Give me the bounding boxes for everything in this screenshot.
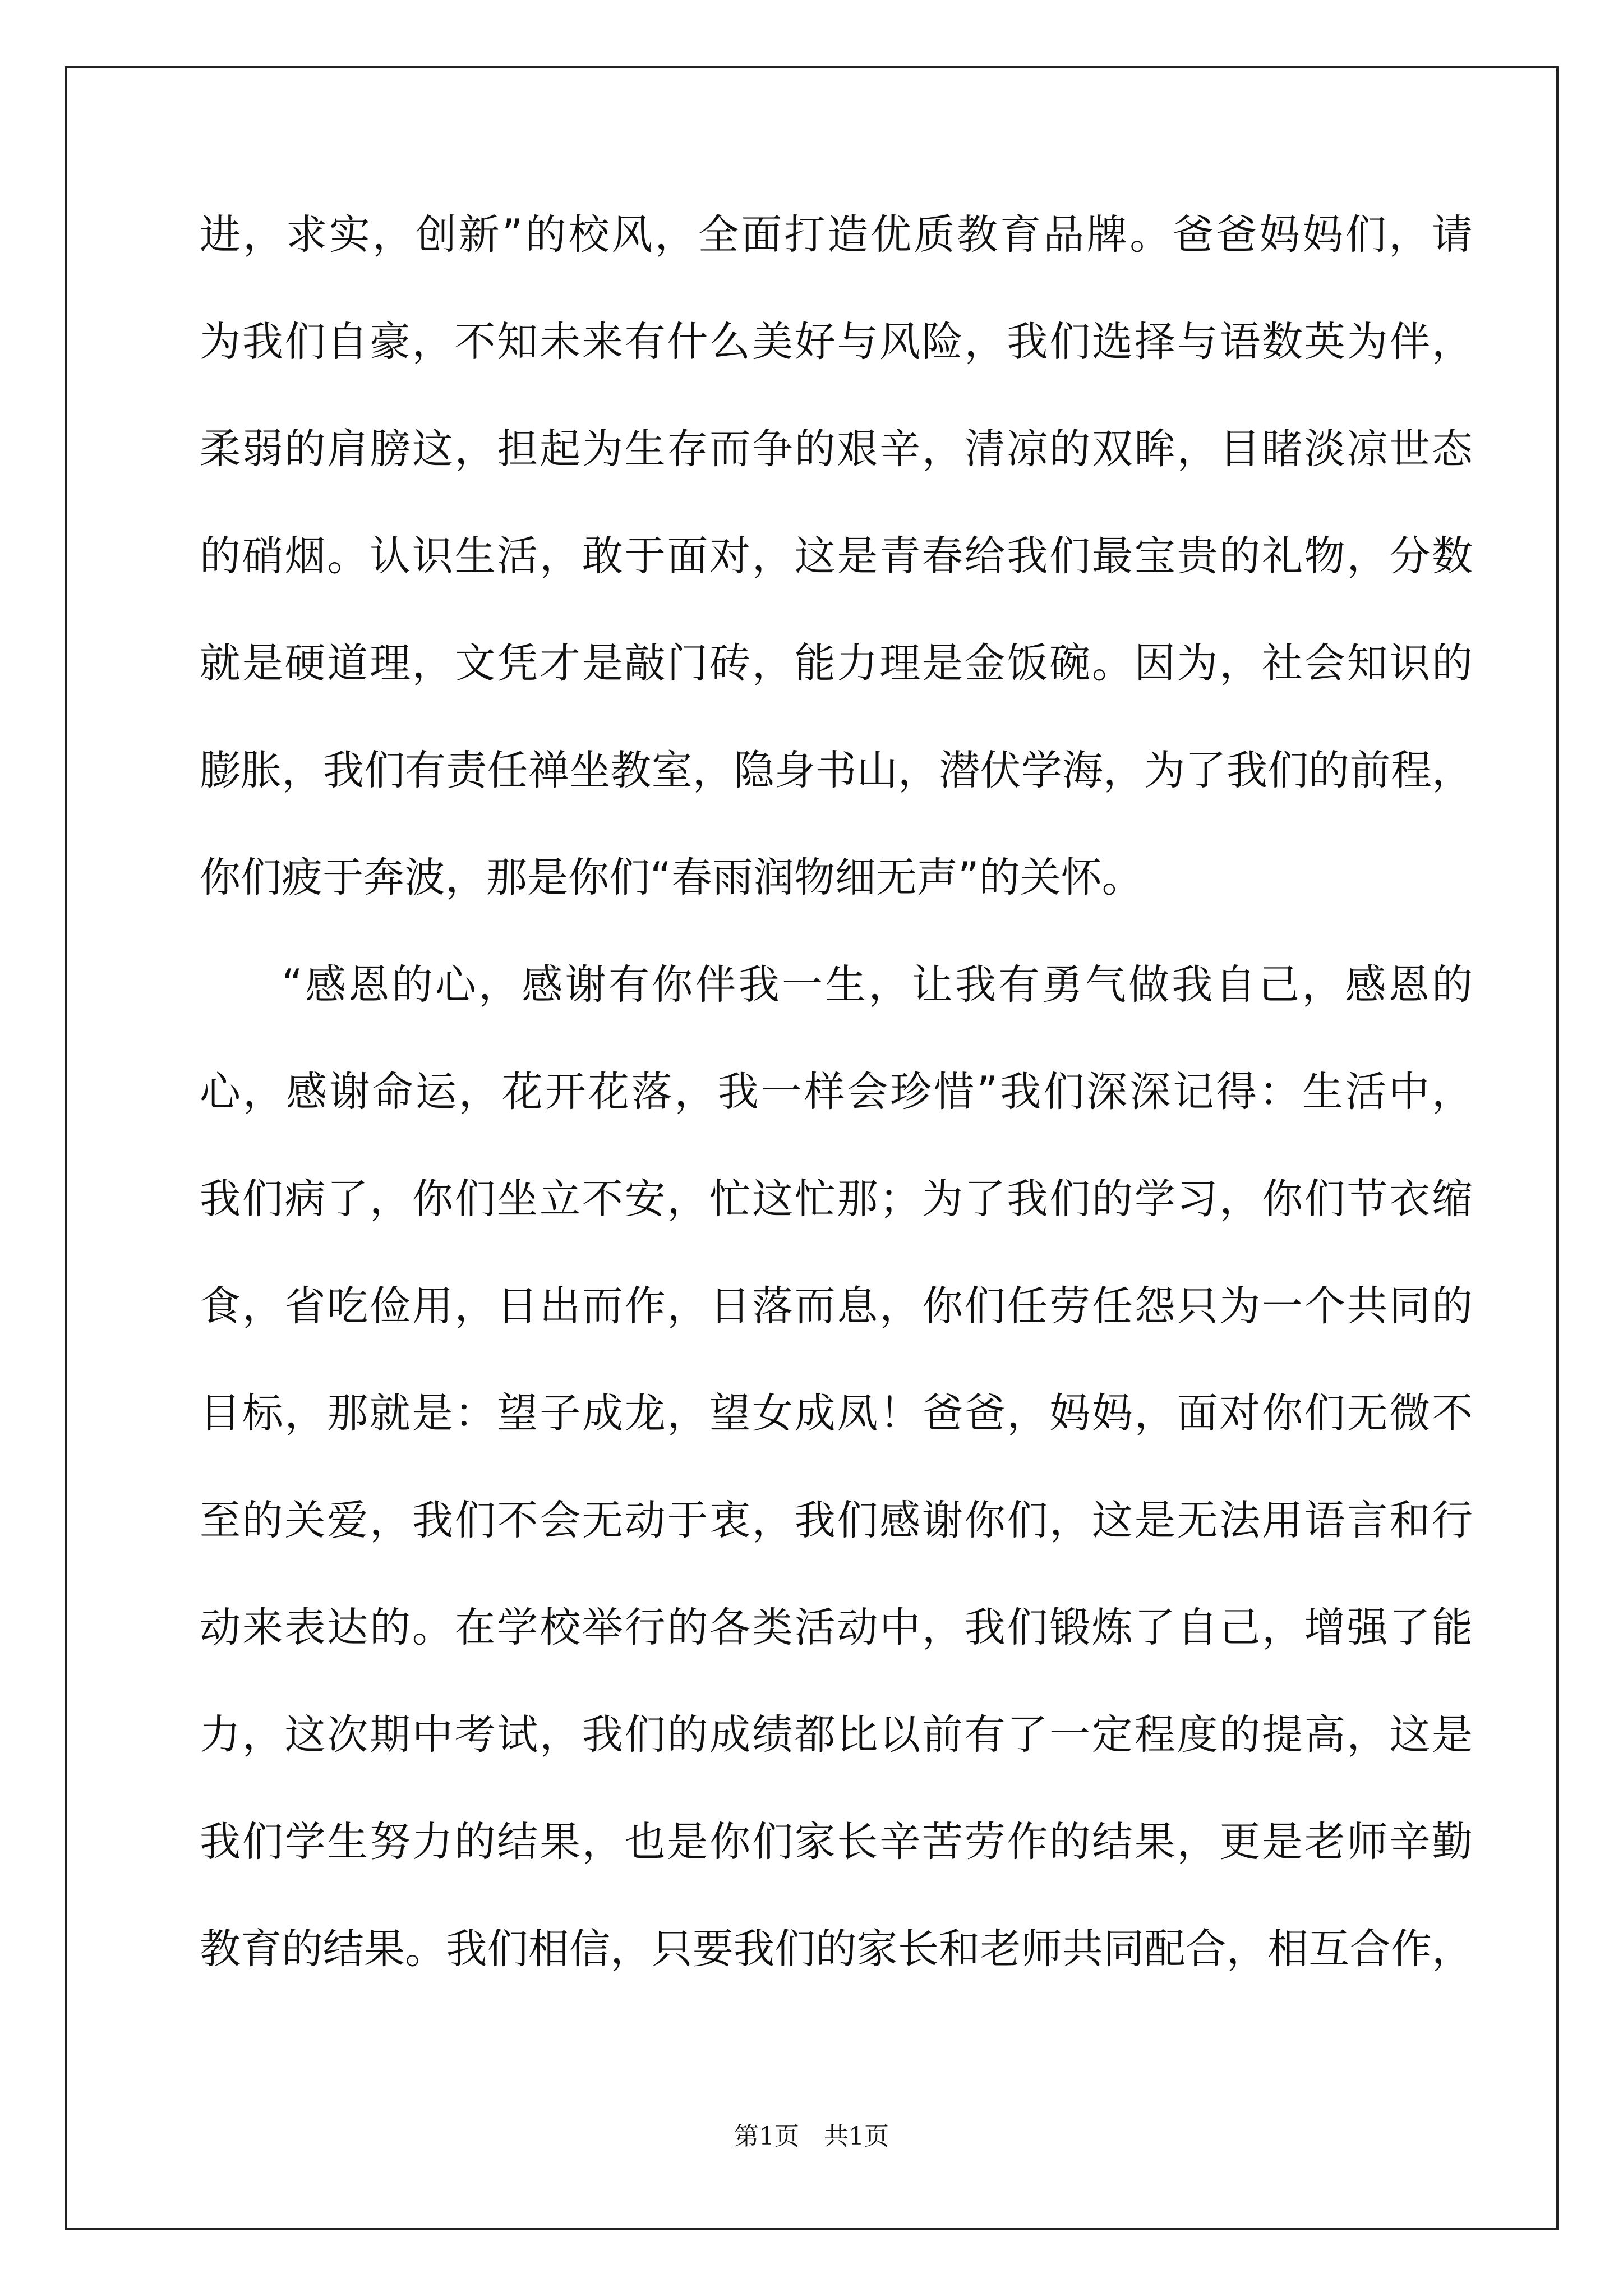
text-line: 力，这次期中考试，我们的成绩都比以前有了一定程度的提高，这是 — [200, 1711, 1473, 1759]
text-line: 食，省吃俭用，日出而作，日落而息，你们任劳任怨只为一个共同的 — [200, 1282, 1473, 1330]
text-line: 我们学生努力的结果，也是你们家长辛苦劳作的结果，更是老师辛勤 — [200, 1818, 1473, 1866]
text-line-paragraph-start: “感恩的心，感谢有你伴我一生，让我有勇气做我自己，感恩的 — [282, 961, 1473, 1009]
text-line: 我们病了，你们坐立不安，忙这忙那；为了我们的学习，你们节衣缩 — [200, 1175, 1473, 1223]
text-line: 膨胀，我们有责任禅坐教室，隐身书山，潜伏学海，为了我们的前程， — [200, 747, 1473, 794]
document-body — [200, 211, 1473, 2036]
text-line: 动来表达的。在学校举行的各类活动中，我们锻炼了自己，增强了能 — [200, 1604, 1473, 1651]
text-line: 柔弱的肩膀这，担起为生存而争的艰辛，清凉的双眸，目睹淡凉世态 — [200, 425, 1473, 473]
text-line: 就是硬道理，文凭才是敲门砖，能力理是金饭碗。因为，社会知识的 — [200, 639, 1473, 687]
text-line: 教育的结果。我们相信，只要我们的家长和老师共同配合，相互合作， — [200, 1925, 1473, 1973]
text-line: 进，求实，创新”的校风，全面打造优质教育品牌。爸爸妈妈们，请 — [200, 211, 1473, 259]
text-line-paragraph-end: 你们疲于奔波，那是你们“春雨润物细无声”的关怀。 — [200, 854, 1143, 901]
text-line: 目标，那就是：望子成龙，望女成凤！爸爸，妈妈，面对你们无微不 — [200, 1389, 1473, 1437]
text-line: 至的关爱，我们不会无动于衷，我们感谢你们，这是无法用语言和行 — [200, 1497, 1473, 1544]
page-number-footer: 第1页 共1页 — [734, 2122, 889, 2151]
text-line: 的硝烟。认识生活，敢于面对，这是青春给我们最宝贵的礼物，分数 — [200, 532, 1473, 580]
text-line: 心，感谢命运，花开花落，我一样会珍惜”我们深深记得：生活中， — [200, 1068, 1473, 1116]
text-line: 为我们自豪，不知未来有什么美好与风险，我们选择与语数英为伴， — [200, 318, 1473, 366]
